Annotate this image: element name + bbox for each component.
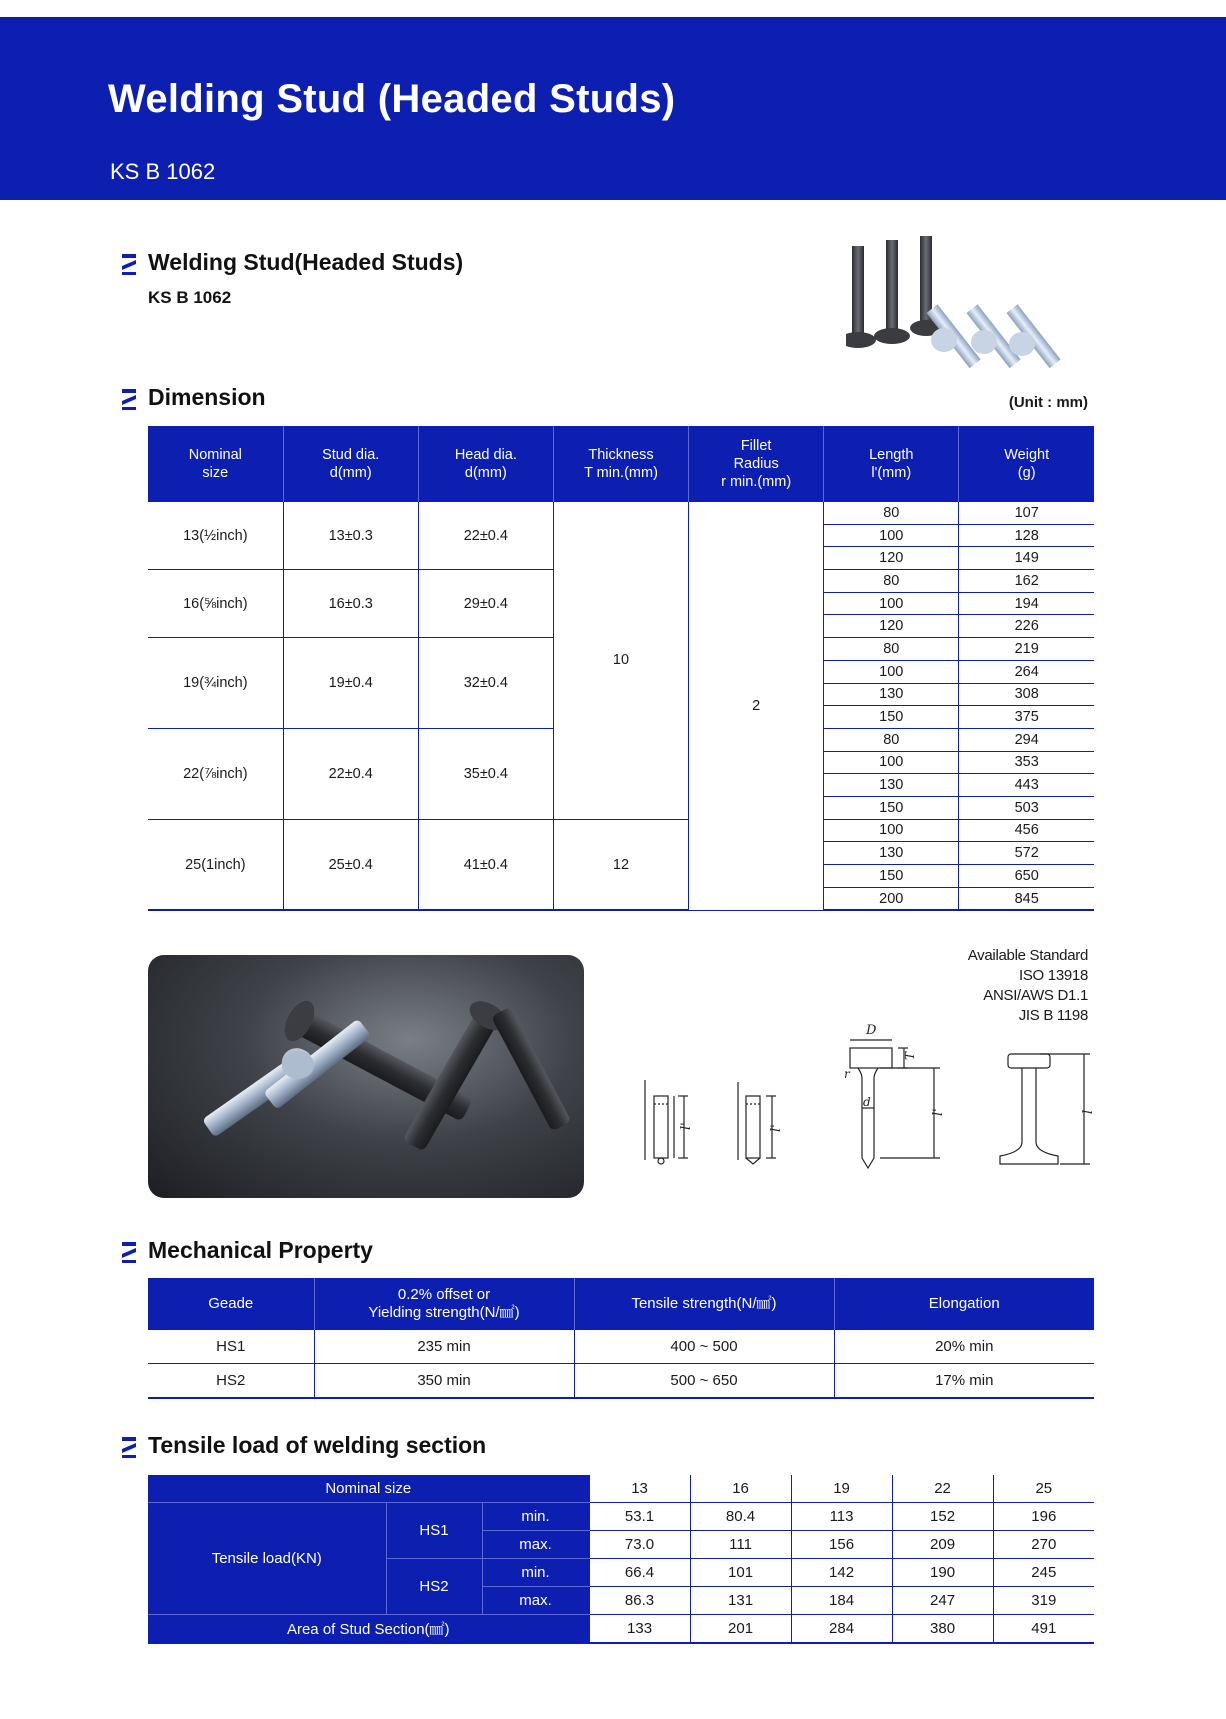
stud-dia-cell: 22±0.4 xyxy=(283,728,418,819)
nominal-size-cell: 13(½inch) xyxy=(148,502,283,570)
weight-cell: 443 xyxy=(959,774,1094,797)
tensile-table xyxy=(148,1475,1094,1644)
length-cell: 100 xyxy=(824,751,959,774)
section-stripe-icon xyxy=(120,252,138,276)
value-cell: 247 xyxy=(892,1587,993,1615)
stud-dia-cell: 19±0.4 xyxy=(283,638,418,729)
available-standard-item: ANSI/AWS D1.1 xyxy=(983,987,1088,1004)
weight-cell: 194 xyxy=(959,592,1094,615)
table-row xyxy=(148,1330,1094,1364)
stud-dia-cell: 25±0.4 xyxy=(283,819,418,910)
header-nominal-size: Nominal size xyxy=(148,426,283,502)
label-l: l xyxy=(1081,1109,1096,1114)
nominal-size-cell: 16(⅝inch) xyxy=(148,570,283,638)
length-cell: 130 xyxy=(824,842,959,865)
header-yield-strength: 0.2% offset or Yielding strength(N/㎟) xyxy=(314,1278,574,1330)
table-row xyxy=(148,1475,1094,1503)
header-stud-dia: Stud dia. d(mm) xyxy=(283,426,418,502)
section-stripe-icon xyxy=(120,1240,138,1264)
area-cell: 133 xyxy=(589,1615,690,1644)
value-cell: 80.4 xyxy=(690,1503,791,1531)
length-cell: 150 xyxy=(824,706,959,729)
mechanical-title: Mechanical Property xyxy=(148,1237,373,1263)
value-cell: 66.4 xyxy=(589,1559,690,1587)
value-cell: 190 xyxy=(892,1559,993,1587)
length-cell: 100 xyxy=(824,660,959,683)
head-dia-cell: 29±0.4 xyxy=(418,570,553,638)
header-weight: Weight (g) xyxy=(959,426,1094,502)
grade-label: HS2 xyxy=(386,1559,482,1615)
length-cell: 150 xyxy=(824,796,959,819)
intro-title: Welding Stud(Headed Studs) xyxy=(148,249,464,275)
weight-cell: 128 xyxy=(959,524,1094,547)
value-cell: 156 xyxy=(791,1531,892,1559)
min-label: min. xyxy=(482,1503,589,1531)
available-standard-item: JIS B 1198 xyxy=(1018,1007,1088,1024)
max-label: max. xyxy=(482,1531,589,1559)
thickness-cell: 12 xyxy=(553,819,688,910)
value-cell: 209 xyxy=(892,1531,993,1559)
studs-product-image xyxy=(846,228,1076,368)
area-label: Area of Stud Section(㎟) xyxy=(148,1615,589,1644)
table-row xyxy=(148,819,1094,842)
header-tensile-strength: Tensile strength(N/㎟) xyxy=(574,1278,834,1330)
length-cell: 80 xyxy=(824,502,959,524)
value-cell: 184 xyxy=(791,1587,892,1615)
weight-cell: 503 xyxy=(959,796,1094,819)
unit-label: (Unit : mm) xyxy=(1008,394,1088,411)
value-cell: 86.3 xyxy=(589,1587,690,1615)
stud-dia-cell: 16±0.3 xyxy=(283,570,418,638)
value-cell: 101 xyxy=(690,1559,791,1587)
head-dia-cell: 22±0.4 xyxy=(418,502,553,570)
table-row xyxy=(148,1503,1094,1531)
tensile-cell: 500 ~ 650 xyxy=(574,1364,834,1399)
available-standard-item: ISO 13918 xyxy=(1018,967,1088,984)
header-length: Length l'(mm) xyxy=(824,426,959,502)
yield-cell: 235 min xyxy=(314,1330,574,1364)
available-standards xyxy=(968,946,1088,1026)
weight-cell: 219 xyxy=(959,638,1094,661)
table-row xyxy=(148,502,1094,524)
weight-cell: 375 xyxy=(959,706,1094,729)
header-elongation: Elongation xyxy=(834,1278,1094,1330)
area-cell: 380 xyxy=(892,1615,993,1644)
label-l-prime-2: l' xyxy=(769,1124,784,1132)
weight-cell: 162 xyxy=(959,570,1094,593)
label-r: r xyxy=(844,1067,850,1081)
value-cell: 53.1 xyxy=(589,1503,690,1531)
length-cell: 200 xyxy=(824,887,959,910)
stud-outline-1 xyxy=(654,1096,668,1158)
elongation-cell: 20% min xyxy=(834,1330,1094,1364)
stud-dimension-diagram xyxy=(630,1020,1100,1215)
head-dia-cell: 35±0.4 xyxy=(418,728,553,819)
grade-cell: HS2 xyxy=(148,1364,314,1399)
section-stripe-icon xyxy=(120,387,138,411)
label-d: d xyxy=(863,1095,871,1109)
tensile-load-label: Tensile load(KN) xyxy=(148,1503,386,1615)
value-cell: 131 xyxy=(690,1587,791,1615)
value-cell: 113 xyxy=(791,1503,892,1531)
elongation-cell: 17% min xyxy=(834,1364,1094,1399)
header-fillet-radius: Fillet Radius r min.(mm) xyxy=(689,426,824,502)
weight-cell: 226 xyxy=(959,615,1094,638)
nominal-size-cell: 19(¾inch) xyxy=(148,638,283,729)
stud-outline-2 xyxy=(746,1096,760,1158)
dimension-title: Dimension xyxy=(148,384,266,410)
value-cell: 270 xyxy=(993,1531,1094,1559)
length-cell: 100 xyxy=(824,524,959,547)
weight-cell: 308 xyxy=(959,683,1094,706)
length-cell: 120 xyxy=(824,615,959,638)
weight-cell: 107 xyxy=(959,502,1094,524)
weight-cell: 149 xyxy=(959,547,1094,570)
nominal-size-cell: 25(1inch) xyxy=(148,819,283,910)
length-cell: 100 xyxy=(824,592,959,615)
length-cell: 130 xyxy=(824,683,959,706)
weight-cell: 456 xyxy=(959,819,1094,842)
size-cell: 13 xyxy=(589,1475,690,1503)
label-T: T xyxy=(903,1051,917,1060)
available-standard-title: Available Standard xyxy=(967,947,1088,964)
area-cell: 491 xyxy=(993,1615,1094,1644)
weight-cell: 294 xyxy=(959,728,1094,751)
value-cell: 111 xyxy=(690,1531,791,1559)
length-cell: 100 xyxy=(824,819,959,842)
label-l-prime-3: l' xyxy=(931,1108,946,1116)
label-D: D xyxy=(866,1023,877,1038)
weight-cell: 264 xyxy=(959,660,1094,683)
table-row xyxy=(148,1615,1094,1644)
intro-standard: KS B 1062 xyxy=(148,288,232,307)
value-cell: 245 xyxy=(993,1559,1094,1587)
yield-cell: 350 min xyxy=(314,1364,574,1399)
grade-cell: HS1 xyxy=(148,1330,314,1364)
nominal-size-cell: 22(⅞inch) xyxy=(148,728,283,819)
area-cell: 284 xyxy=(791,1615,892,1644)
page-standard: KS B 1062 xyxy=(110,159,216,184)
head-dia-cell: 32±0.4 xyxy=(418,638,553,729)
tensile-title: Tensile load of welding section xyxy=(148,1432,487,1458)
header-banner xyxy=(0,17,1226,200)
value-cell: 142 xyxy=(791,1559,892,1587)
min-label: min. xyxy=(482,1559,589,1587)
fillet-radius-cell: 2 xyxy=(689,502,824,910)
header-head-dia: Head dia. d(mm) xyxy=(418,426,553,502)
max-label: max. xyxy=(482,1587,589,1615)
length-cell: 80 xyxy=(824,728,959,751)
length-cell: 150 xyxy=(824,865,959,888)
stud-dia-cell: 13±0.3 xyxy=(283,502,418,570)
header-grade: Geade xyxy=(148,1278,314,1330)
header-thickness: Thickness T min.(mm) xyxy=(553,426,688,502)
label-l-prime-1: l' xyxy=(679,1122,694,1130)
length-cell: 120 xyxy=(824,547,959,570)
section-stripe-icon xyxy=(120,1435,138,1459)
studs-photo xyxy=(148,955,584,1198)
tensile-cell: 400 ~ 500 xyxy=(574,1330,834,1364)
weight-cell: 845 xyxy=(959,887,1094,910)
weight-cell: 650 xyxy=(959,865,1094,888)
value-cell: 73.0 xyxy=(589,1531,690,1559)
size-cell: 16 xyxy=(690,1475,791,1503)
length-cell: 80 xyxy=(824,570,959,593)
area-cell: 201 xyxy=(690,1615,791,1644)
length-cell: 80 xyxy=(824,638,959,661)
page-title: Welding Stud (Headed Studs) xyxy=(108,77,676,121)
head-dia-cell: 41±0.4 xyxy=(418,819,553,910)
dimension-table xyxy=(148,426,1094,911)
size-cell: 25 xyxy=(993,1475,1094,1503)
value-cell: 152 xyxy=(892,1503,993,1531)
thickness-cell: 10 xyxy=(553,502,688,819)
weight-cell: 353 xyxy=(959,751,1094,774)
grade-label: HS1 xyxy=(386,1503,482,1559)
value-cell: 319 xyxy=(993,1587,1094,1615)
value-cell: 196 xyxy=(993,1503,1094,1531)
weight-cell: 572 xyxy=(959,842,1094,865)
length-cell: 130 xyxy=(824,774,959,797)
table-row xyxy=(148,1364,1094,1399)
nominal-size-label: Nominal size xyxy=(148,1475,589,1503)
mechanical-table xyxy=(148,1278,1094,1399)
size-cell: 19 xyxy=(791,1475,892,1503)
size-cell: 22 xyxy=(892,1475,993,1503)
